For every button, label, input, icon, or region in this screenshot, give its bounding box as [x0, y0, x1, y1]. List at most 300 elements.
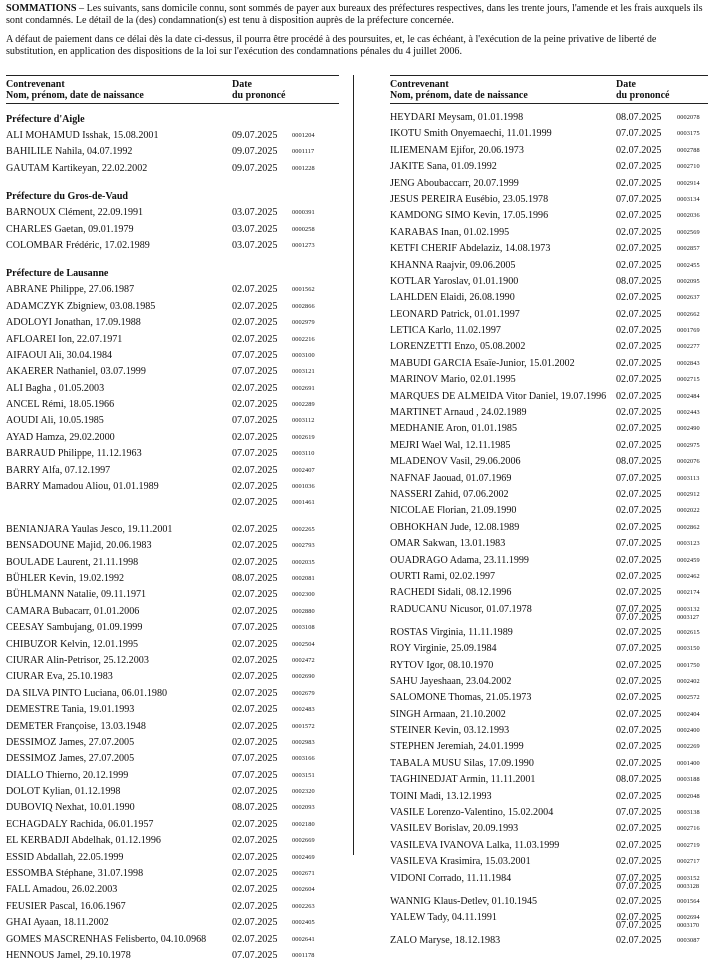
- case-number: 0003113: [677, 474, 700, 482]
- offender-row: [6, 364, 339, 380]
- pronounced-date: 02.07.2025: [616, 895, 662, 907]
- prefecture-section: [6, 264, 339, 282]
- offender-row: [390, 585, 708, 601]
- offender-row: [6, 299, 339, 315]
- offender-row: [390, 389, 708, 405]
- pronounced-date: 02.07.2025: [232, 900, 278, 912]
- offender-row: [6, 144, 339, 160]
- case-number: 0002569: [677, 228, 700, 236]
- case-number: 0002472: [292, 656, 315, 664]
- offender-row: [390, 894, 708, 910]
- pronounced-date: 02.07.2025: [616, 708, 662, 720]
- case-number: 0002263: [292, 902, 315, 910]
- offender-row: [390, 307, 708, 323]
- pronounced-date: 02.07.2025: [616, 521, 662, 533]
- case-number: 0002788: [677, 146, 700, 154]
- offender-row: [6, 587, 339, 603]
- left-column: [6, 75, 339, 964]
- pronounced-date: 07.07.2025: [616, 128, 662, 140]
- intro-paragraph-2: A défaut de paiement dans ce délai dès la date ci-dessus, il pourra être procédé à des poursuites, et, le cas échéant, à l'exécution de la peine privative de liberté de substitution, en application des dispositions de la loi sur l'exécution des condamnations pénales du 4 juillet 2006.: [6, 33, 657, 58]
- offender-row: [390, 772, 708, 788]
- case-number: 0002669: [292, 837, 315, 845]
- offender-name: MARQUES DE ALMEIDA Vitor Daniel, 19.07.1996: [390, 390, 607, 402]
- column-header: [390, 79, 708, 103]
- offender-name: BOULADE Laurent, 21.11.1998: [6, 556, 139, 568]
- offender-name: BARNOUX Clément, 22.09.1991: [6, 207, 144, 219]
- offender-name: MARINOV Mario, 02.01.1995: [390, 374, 516, 386]
- case-number: 0000391: [292, 209, 315, 217]
- offender-name: AIFAOUI Ali, 30.04.1984: [6, 349, 113, 361]
- case-number: 0002174: [677, 589, 700, 597]
- case-number: 0002637: [677, 294, 700, 302]
- case-number: 0002216: [292, 335, 315, 343]
- offender-row: [390, 789, 708, 805]
- pronounced-date: 02.07.2025: [616, 911, 662, 923]
- case-number: 0002715: [677, 376, 700, 384]
- offender-row: [6, 768, 339, 784]
- case-number: 0001572: [292, 722, 315, 730]
- case-number: 0002459: [677, 556, 700, 564]
- pronounced-date: 07.07.2025: [232, 415, 278, 427]
- pronounced-date: 03.07.2025: [232, 223, 278, 235]
- pronounced-date: 02.07.2025: [232, 317, 278, 329]
- offender-row: [6, 669, 339, 685]
- offender-name: ALI MOHAMUD Isshak, 15.08.2001: [6, 130, 159, 141]
- offender-row: [390, 520, 708, 536]
- offender-row: [6, 495, 339, 511]
- case-number: 0003152: [677, 874, 700, 882]
- case-number: 0002093: [292, 804, 315, 812]
- offender-row: [390, 159, 708, 175]
- offender-row: [6, 899, 339, 915]
- pronounced-date: 02.07.2025: [232, 333, 278, 345]
- case-number: 0001564: [677, 897, 700, 905]
- offender-row: [390, 405, 708, 421]
- offender-name: MABUDI GARCIA Esaïe-Junior, 15.01.2002: [390, 357, 575, 369]
- case-number: 0002462: [677, 572, 700, 580]
- offender-name: LEONARD Patrick, 01.01.1997: [390, 308, 520, 320]
- case-number: 0003121: [292, 368, 315, 376]
- case-number: 0002862: [677, 523, 700, 531]
- offender-row: [6, 446, 339, 462]
- offender-name: ESSOMBA Stéphane, 31.07.1998: [6, 868, 144, 880]
- offender-row: [6, 463, 339, 479]
- pronounced-date-2: 07.07.2025: [616, 880, 662, 892]
- case-number: 0003132: [677, 605, 700, 613]
- case-number: 0003134: [677, 195, 700, 203]
- offender-name: RADUCANU Nicusor, 01.07.1978: [390, 603, 532, 615]
- pronounced-date: 02.07.2025: [232, 399, 278, 411]
- pronounced-date: 02.07.2025: [232, 868, 278, 880]
- case-number: 0002180: [292, 820, 315, 828]
- case-number: 0003188: [677, 776, 700, 784]
- case-number: 0002912: [677, 490, 700, 498]
- offender-row: [6, 882, 339, 898]
- offender-row: [6, 620, 339, 636]
- offender-name: KAMDONG SIMO Kevin, 17.05.1996: [390, 210, 549, 222]
- offender-row: [6, 817, 339, 833]
- offender-name: VIDONI Corrado, 11.11.1984: [390, 872, 512, 884]
- pronounced-date: 07.07.2025: [232, 349, 278, 361]
- offender-row: [390, 933, 708, 949]
- offender-name: ABRANE Philippe, 27.06.1987: [6, 284, 135, 296]
- case-number: 0001562: [292, 286, 315, 294]
- pronounced-date: 02.07.2025: [232, 497, 278, 509]
- offender-name: ESSID Abdallah, 22.05.1999: [6, 851, 124, 863]
- offender-name: AOUDI Ali, 10.05.1985: [6, 415, 104, 427]
- header-top-rule: [390, 75, 708, 76]
- case-number: 0002095: [677, 277, 700, 285]
- case-number: 0002407: [292, 466, 315, 474]
- case-number: 0003138: [677, 809, 700, 817]
- offender-row: [6, 238, 339, 254]
- offender-row: [6, 653, 339, 669]
- offender-row: [390, 553, 708, 569]
- offender-row: [390, 641, 708, 657]
- case-number: 0002022: [677, 507, 700, 515]
- case-number: 0002402: [677, 677, 700, 685]
- offender-name: ECHAGDALY Rachida, 06.01.1957: [6, 818, 154, 830]
- offender-row: [390, 658, 708, 674]
- case-number: 0002443: [677, 409, 700, 417]
- pronounced-date: 02.07.2025: [616, 570, 662, 582]
- pronounced-date: 02.07.2025: [232, 671, 278, 683]
- offender-name: ANCEL Rémi, 18.05.1966: [6, 399, 115, 411]
- case-number: 0002035: [292, 558, 315, 566]
- offender-row: [6, 222, 339, 238]
- offender-row: [6, 915, 339, 931]
- offender-name: JESUS PEREIRA Eusébio, 23.05.1978: [390, 193, 549, 205]
- offender-name: AYAD Hamza, 29.02.2000: [6, 431, 115, 443]
- case-number: 0003087: [677, 936, 700, 944]
- header-date: Date: [616, 79, 636, 90]
- pronounced-date: 02.07.2025: [232, 464, 278, 476]
- pronounced-date: 08.07.2025: [616, 275, 662, 287]
- offender-name: DOLOT Kylian, 01.12.1998: [6, 786, 121, 798]
- case-number: 0003166: [292, 755, 315, 763]
- pronounced-date: 07.07.2025: [616, 872, 662, 884]
- pronounced-date: 02.07.2025: [616, 934, 662, 946]
- offender-row: [6, 833, 339, 849]
- offender-name: DESSIMOZ James, 27.07.2005: [6, 753, 135, 765]
- pronounced-date: 02.07.2025: [616, 423, 662, 435]
- pronounced-date: 02.07.2025: [232, 284, 278, 296]
- pronounced-date: 02.07.2025: [616, 226, 662, 238]
- pronounced-date: 02.07.2025: [232, 605, 278, 617]
- offender-row: [6, 948, 339, 964]
- offender-row: [6, 932, 339, 948]
- pronounced-date: 07.07.2025: [232, 366, 278, 378]
- case-number: 0002615: [677, 628, 700, 636]
- pronounced-date: 07.07.2025: [616, 472, 662, 484]
- pronounced-date: 02.07.2025: [616, 488, 662, 500]
- pronounced-date: 03.07.2025: [232, 207, 278, 219]
- offender-name: AKAERER Nathaniel, 03.07.1999: [6, 366, 146, 378]
- offender-row: [390, 821, 708, 837]
- case-number: 0002793: [292, 542, 315, 550]
- intro-paragraph-1: [6, 3, 706, 28]
- offender-name: AFLOAREI Ion, 22.07.1971: [6, 333, 123, 345]
- offender-name: FALL Amadou, 26.02.2003: [6, 884, 118, 896]
- pronounced-date: 07.07.2025: [616, 643, 662, 655]
- case-number: 0002076: [677, 458, 700, 466]
- pronounced-date: 07.07.2025: [232, 753, 278, 765]
- offender-name: SALOMONE Thomas, 21.05.1973: [390, 692, 532, 704]
- pronounced-date: 02.07.2025: [616, 823, 662, 835]
- offender-name: BARRAUD Philippe, 11.12.1963: [6, 448, 142, 460]
- pronounced-date: 02.07.2025: [232, 687, 278, 699]
- pronounced-date: 02.07.2025: [232, 786, 278, 798]
- offender-row: [390, 208, 708, 224]
- pronounced-date: 02.07.2025: [616, 505, 662, 517]
- offender-name: OMAR Sakwan, 13.01.1983: [390, 538, 506, 550]
- offender-row: [390, 690, 708, 706]
- offender-name: DEMETER Françoise, 13.03.1948: [6, 720, 146, 732]
- pronounced-date: 02.07.2025: [616, 659, 662, 671]
- offender-row: [390, 723, 708, 739]
- case-number: 0002716: [677, 825, 700, 833]
- pronounced-date: 02.07.2025: [616, 259, 662, 271]
- pronounced-date-2: 07.07.2025: [616, 611, 662, 623]
- case-number: 0002979: [292, 319, 315, 327]
- section-gap: [6, 254, 339, 264]
- offender-name: BENSADOUNE Majid, 20.06.1983: [6, 540, 152, 552]
- offender-name: GAUTAM Kartikeyan, 22.02.2002: [6, 162, 148, 174]
- offender-name: DESSIMOZ James, 27.07.2005: [6, 736, 135, 748]
- offender-row: [390, 421, 708, 437]
- pronounced-date-2: 07.07.2025: [616, 919, 662, 931]
- case-number: 0002662: [677, 310, 700, 318]
- case-number: 0002866: [292, 302, 315, 310]
- offender-row: [6, 702, 339, 718]
- case-number: 0002983: [292, 738, 315, 746]
- offender-name: STEPHEN Jeremiah, 24.01.1999: [390, 741, 524, 753]
- case-number: 0002691: [292, 384, 315, 392]
- case-number-2: 0003170: [677, 921, 700, 929]
- case-number: 0002269: [677, 743, 700, 751]
- pronounced-date: 02.07.2025: [616, 177, 662, 189]
- offender-row: [6, 604, 339, 620]
- offender-name: ROY Virginie, 25.09.1984: [390, 643, 497, 655]
- pronounced-date: 02.07.2025: [232, 720, 278, 732]
- offender-row: [390, 176, 708, 192]
- pronounced-date: 02.07.2025: [616, 675, 662, 687]
- case-number: 0002400: [677, 727, 700, 735]
- prefecture-section: [6, 110, 339, 128]
- pronounced-date: 02.07.2025: [232, 884, 278, 896]
- header-pronounced: du prononcé: [232, 90, 286, 101]
- offender-name: ZALO Maryse, 18.12.1983: [390, 934, 501, 946]
- offender-name: STEINER Kevin, 03.12.1993: [390, 725, 510, 737]
- offender-name: KETFI CHERIF Abdelaziz, 14.08.1973: [390, 243, 551, 255]
- offender-name: DA SILVA PINTO Luciana, 06.01.1980: [6, 687, 168, 699]
- offender-row: [390, 110, 708, 126]
- offender-name: CHIBUZOR Kelvin, 12.01.1995: [6, 638, 139, 650]
- offender-row: [6, 332, 339, 348]
- pronounced-date: 02.07.2025: [616, 308, 662, 320]
- pronounced-date: 02.07.2025: [616, 390, 662, 402]
- offender-name: DUBOVIQ Nexhat, 10.01.1990: [6, 802, 135, 814]
- case-number: 0002289: [292, 401, 315, 409]
- offender-row: [390, 241, 708, 257]
- pronounced-date: 02.07.2025: [616, 757, 662, 769]
- offender-name: JAKITE Sana, 01.09.1992: [390, 161, 497, 173]
- case-number: 0002036: [677, 212, 700, 220]
- offender-row: [390, 274, 708, 290]
- offender-name: LAHLDEN Elaidi, 26.08.1990: [390, 292, 515, 304]
- case-number: 0002710: [677, 163, 700, 171]
- offender-row: [390, 674, 708, 690]
- offender-name: BÜHLMANN Natalie, 09.11.1971: [6, 589, 147, 601]
- pronounced-date: 02.07.2025: [232, 382, 278, 394]
- offender-row: [6, 430, 339, 446]
- case-number: 0002641: [292, 935, 315, 943]
- offender-name: VASILEV Borislav, 20.09.1993: [390, 823, 519, 835]
- offender-row: [6, 397, 339, 413]
- offender-name: MARTINET Arnaud , 24.02.1989: [390, 407, 527, 419]
- offender-row: [390, 503, 708, 519]
- case-number: 0002277: [677, 343, 700, 351]
- case-number: 0003123: [677, 540, 700, 548]
- pronounced-date: 02.07.2025: [232, 654, 278, 666]
- offender-name: ALI Bagha , 01.05.2003: [6, 382, 105, 394]
- column-divider: [353, 75, 354, 855]
- offender-row: [390, 372, 708, 388]
- case-number: 0002320: [292, 788, 315, 796]
- offender-row: [6, 381, 339, 397]
- pronounced-date: 07.07.2025: [232, 949, 278, 961]
- case-number: 0002048: [677, 792, 700, 800]
- offender-row: [390, 471, 708, 487]
- case-number: 0003108: [292, 624, 315, 632]
- case-number: 0002857: [677, 245, 700, 253]
- offender-row: [6, 800, 339, 816]
- offender-row: [6, 719, 339, 735]
- offender-row: [390, 323, 708, 339]
- pronounced-date: 02.07.2025: [616, 439, 662, 451]
- offender-name: CEESAY Sambujang, 01.09.1999: [6, 622, 143, 634]
- case-number: 0002469: [292, 853, 315, 861]
- pronounced-date: 02.07.2025: [232, 300, 278, 312]
- offender-row: [390, 126, 708, 142]
- pronounced-date: 02.07.2025: [232, 704, 278, 716]
- offender-row: [390, 339, 708, 355]
- offender-name: RACHEDI Sidali, 08.12.1996: [390, 587, 512, 599]
- pronounced-date: 09.07.2025: [232, 162, 278, 174]
- offender-row: [390, 910, 708, 933]
- case-number: 0002604: [292, 886, 315, 894]
- offender-row: [6, 348, 339, 364]
- pronounced-date: 09.07.2025: [232, 130, 278, 141]
- offender-row: [390, 536, 708, 552]
- offender-name: MEDHANIE Aron, 01.01.1985: [390, 423, 518, 435]
- case-number: 0001036: [292, 483, 315, 491]
- offender-name: YALEW Tady, 04.11.1991: [390, 911, 497, 923]
- offender-name: FEUSIER Pascal, 16.06.1967: [6, 900, 126, 912]
- prefecture-title: Préfecture de Lausanne: [6, 268, 109, 280]
- case-number: 0001750: [677, 661, 700, 669]
- offender-name: CAMARA Bubacarr, 01.01.2006: [6, 605, 140, 617]
- offender-row: [390, 739, 708, 755]
- case-number: 0003175: [677, 130, 700, 138]
- offender-row: [390, 625, 708, 641]
- offender-name: OUADRAGO Adama, 23.11.1999: [390, 554, 529, 566]
- offender-name: BENIANJARA Yaulas Jesco, 19.11.2001: [6, 523, 173, 535]
- offender-name: TAGHINEDJAT Armin, 11.11.2001: [390, 774, 536, 786]
- pronounced-date: 02.07.2025: [616, 587, 662, 599]
- offender-name: MEJRI Wael Wal, 12.11.1985: [390, 439, 511, 451]
- offender-row: [6, 866, 339, 882]
- offender-row: [6, 637, 339, 653]
- pronounced-date: 07.07.2025: [616, 603, 662, 615]
- offender-name: WANNIG Klaus-Detlev, 01.10.1945: [390, 895, 538, 907]
- offender-name: BARRY Alfa, 07.12.1997: [6, 464, 111, 476]
- offender-row: [390, 290, 708, 306]
- offender-name: LETICA Karlo, 11.02.1997: [390, 325, 501, 337]
- pronounced-date: 02.07.2025: [616, 144, 662, 156]
- offender-name: VASILEVA IVANOVA Lalka, 11.03.1999: [390, 839, 560, 851]
- case-number: 0001204: [292, 132, 315, 139]
- pronounced-date: 02.07.2025: [232, 818, 278, 830]
- offender-row: [6, 161, 339, 177]
- pronounced-date: 07.07.2025: [616, 538, 662, 550]
- case-number: 0003151: [292, 771, 315, 779]
- case-number: 0003112: [292, 417, 315, 425]
- offender-row: [6, 555, 339, 571]
- header-offender: Contrevenant: [6, 79, 65, 90]
- prefecture-title: Préfecture du Gros-de-Vaud: [6, 191, 129, 203]
- case-number: 0002914: [677, 179, 700, 187]
- offender-row: [6, 282, 339, 298]
- offender-row: [390, 143, 708, 159]
- case-number: 0001117: [292, 148, 315, 156]
- case-number: 0002078: [677, 114, 700, 121]
- offender-name: GOMES MASCRENHAS Felisberto, 04.10.0968: [6, 933, 207, 945]
- pronounced-date: 02.07.2025: [616, 626, 662, 638]
- offender-name: NAFNAF Jaouad, 01.07.1969: [390, 472, 512, 484]
- pronounced-date: 02.07.2025: [232, 851, 278, 863]
- offender-name: CIURAR Eva, 25.10.1983: [6, 671, 113, 683]
- offender-name: NICOLAE Florian, 21.09.1990: [390, 505, 517, 517]
- pronounced-date: 02.07.2025: [232, 589, 278, 601]
- case-number: 0001769: [677, 327, 700, 335]
- offender-name: KARABAS Inan, 01.02.1995: [390, 226, 510, 238]
- pronounced-date: 02.07.2025: [616, 790, 662, 802]
- case-number: 0002572: [677, 694, 700, 702]
- offender-name: ADOLOYI Jonathan, 17.09.1988: [6, 317, 141, 329]
- offender-row: [390, 192, 708, 208]
- case-number: 0002483: [292, 706, 315, 714]
- case-number: 0002975: [677, 441, 700, 449]
- offender-row: [390, 602, 708, 625]
- offender-row: [6, 751, 339, 767]
- prefecture-section: [6, 187, 339, 205]
- offender-name: HEYDARI Meysam, 01.01.1998: [390, 112, 524, 123]
- pronounced-date: 02.07.2025: [232, 917, 278, 929]
- pronounced-date: 09.07.2025: [232, 146, 278, 158]
- pronounced-date: 02.07.2025: [616, 725, 662, 737]
- offender-name: JENG Aboubaccarr, 20.07.1999: [390, 177, 519, 189]
- offender-row: [6, 538, 339, 554]
- offender-name: NASSERI Zahid, 07.06.2002: [390, 488, 509, 500]
- case-number: 0002843: [677, 359, 700, 367]
- pronounced-date: 08.07.2025: [232, 572, 278, 584]
- pronounced-date: 02.07.2025: [616, 292, 662, 304]
- pronounced-date: 02.07.2025: [616, 407, 662, 419]
- case-number: 0001228: [292, 164, 315, 172]
- offender-name: BÜHLER Kevin, 19.02.1992: [6, 572, 125, 584]
- pronounced-date: 08.07.2025: [616, 774, 662, 786]
